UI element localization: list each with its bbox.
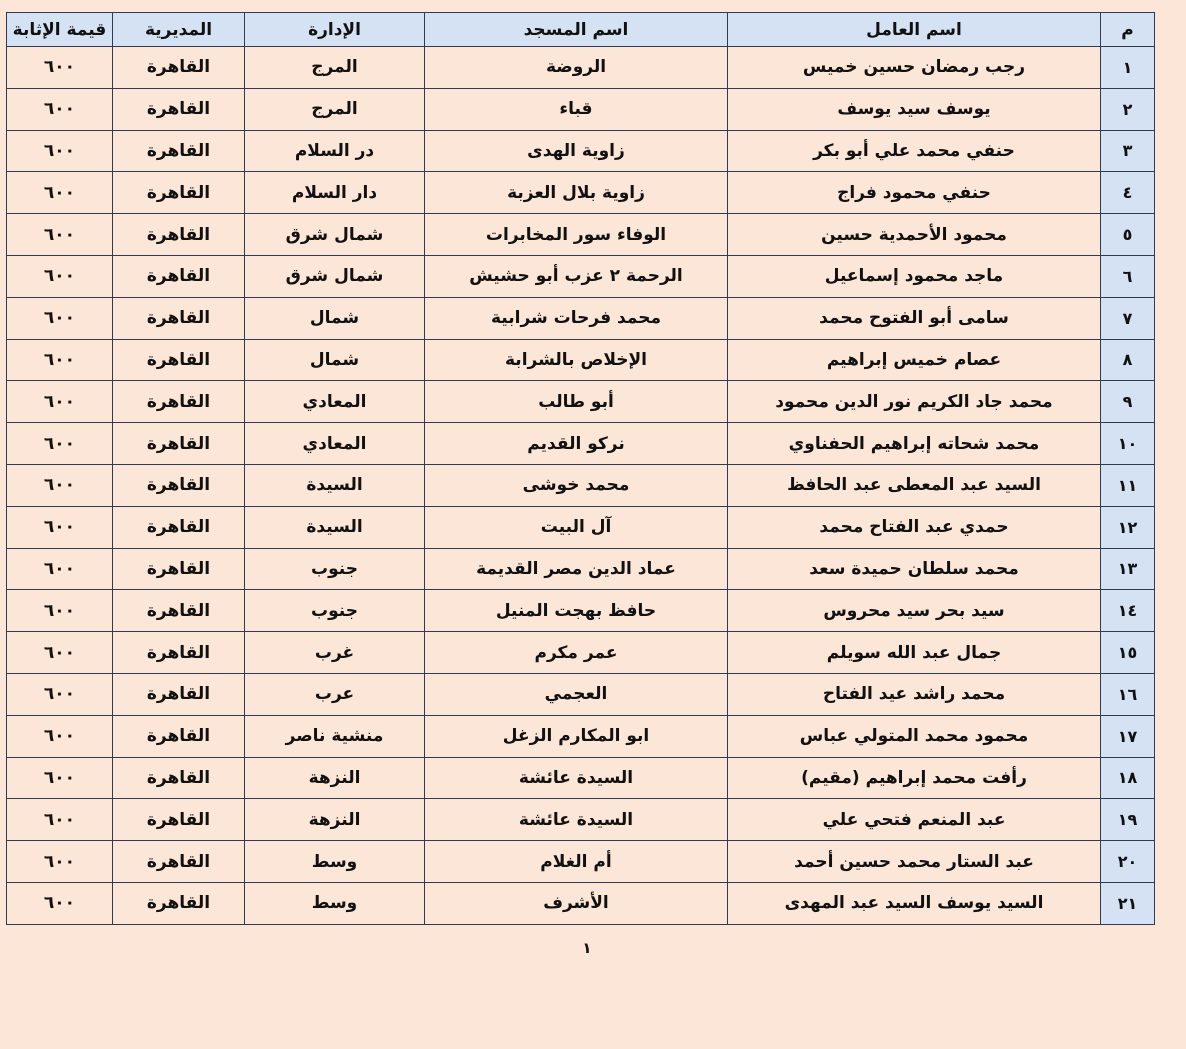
cell-mosque-name: عماد الدين مصر القديمة	[425, 548, 728, 590]
table-row	[7, 715, 1155, 757]
cell-worker-name: سيد بحر سيد محروس	[728, 590, 1101, 632]
cell-reward-value: ٦٠٠	[7, 172, 113, 214]
cell-reward-value: ٦٠٠	[7, 464, 113, 506]
header-directorate: المديرية	[113, 13, 245, 47]
cell-num: ٥	[1101, 214, 1155, 256]
table-row	[7, 590, 1155, 632]
cell-mosque-name: الوفاء سور المخابرات	[425, 214, 728, 256]
cell-mosque-name: زاوية بلال العزبة	[425, 172, 728, 214]
cell-worker-name: رجب رمضان حسين خميس	[728, 47, 1101, 89]
cell-worker-name: جمال عبد الله سويلم	[728, 632, 1101, 674]
cell-reward-value: ٦٠٠	[7, 715, 113, 757]
cell-worker-name: سامى أبو الفتوح محمد	[728, 297, 1101, 339]
cell-reward-value: ٦٠٠	[7, 297, 113, 339]
cell-reward-value: ٦٠٠	[7, 841, 113, 883]
cell-directorate: القاهرة	[113, 506, 245, 548]
cell-administration: النزهة	[245, 757, 425, 799]
cell-num: ١٠	[1101, 423, 1155, 465]
cell-num: ١٤	[1101, 590, 1155, 632]
cell-directorate: القاهرة	[113, 130, 245, 172]
cell-directorate: القاهرة	[113, 47, 245, 89]
cell-reward-value: ٦٠٠	[7, 47, 113, 89]
cell-mosque-name: الروضة	[425, 47, 728, 89]
table-row	[7, 548, 1155, 590]
cell-directorate: القاهرة	[113, 464, 245, 506]
cell-directorate: القاهرة	[113, 590, 245, 632]
cell-mosque-name: العجمي	[425, 673, 728, 715]
table-row	[7, 841, 1155, 883]
cell-num: ٣	[1101, 130, 1155, 172]
cell-administration: جنوب	[245, 590, 425, 632]
cell-administration: شمال شرق	[245, 255, 425, 297]
table-row	[7, 632, 1155, 674]
cell-num: ٩	[1101, 381, 1155, 423]
cell-reward-value: ٦٠٠	[7, 548, 113, 590]
cell-directorate: القاهرة	[113, 673, 245, 715]
cell-administration: شمال	[245, 339, 425, 381]
cell-mosque-name: أبو طالب	[425, 381, 728, 423]
page-number: ١	[582, 939, 592, 957]
cell-administration: المعادي	[245, 381, 425, 423]
cell-mosque-name: أم الغلام	[425, 841, 728, 883]
cell-worker-name: محمد شحاته إبراهيم الحفناوي	[728, 423, 1101, 465]
cell-directorate: القاهرة	[113, 172, 245, 214]
cell-mosque-name: محمد فرحات شرابية	[425, 297, 728, 339]
cell-administration: المرج	[245, 47, 425, 89]
cell-num: ٤	[1101, 172, 1155, 214]
table-row	[7, 673, 1155, 715]
table-row	[7, 255, 1155, 297]
cell-mosque-name: قباء	[425, 88, 728, 130]
cell-reward-value: ٦٠٠	[7, 214, 113, 256]
cell-directorate: القاهرة	[113, 757, 245, 799]
cell-mosque-name: الرحمة ٢ عزب أبو حشيش	[425, 255, 728, 297]
cell-worker-name: عصام خميس إبراهيم	[728, 339, 1101, 381]
table-row	[7, 88, 1155, 130]
cell-num: ١٢	[1101, 506, 1155, 548]
cell-mosque-name: الإخلاص بالشرابة	[425, 339, 728, 381]
cell-administration: عرب	[245, 673, 425, 715]
cell-administration: النزهة	[245, 799, 425, 841]
cell-num: ٢٠	[1101, 841, 1155, 883]
table-row	[7, 882, 1155, 924]
cell-worker-name: عبد الستار محمد حسين أحمد	[728, 841, 1101, 883]
cell-mosque-name: حافظ بهجت المنيل	[425, 590, 728, 632]
header-administration: الإدارة	[245, 13, 425, 47]
header-reward-value: قيمة الإثابة	[7, 13, 113, 47]
table-row	[7, 381, 1155, 423]
cell-administration: المعادي	[245, 423, 425, 465]
cell-num: ٢	[1101, 88, 1155, 130]
cell-reward-value: ٦٠٠	[7, 799, 113, 841]
cell-reward-value: ٦٠٠	[7, 757, 113, 799]
cell-worker-name: حمدي عبد الفتاح محمد	[728, 506, 1101, 548]
cell-directorate: القاهرة	[113, 715, 245, 757]
cell-directorate: القاهرة	[113, 632, 245, 674]
header-num: م	[1101, 13, 1155, 47]
cell-num: ٨	[1101, 339, 1155, 381]
table-row	[7, 757, 1155, 799]
cell-worker-name: السيد عبد المعطى عبد الحافظ	[728, 464, 1101, 506]
table-header	[7, 13, 1155, 47]
cell-reward-value: ٦٠٠	[7, 255, 113, 297]
cell-reward-value: ٦٠٠	[7, 632, 113, 674]
cell-directorate: القاهرة	[113, 882, 245, 924]
header-mosque-name: اسم المسجد	[425, 13, 728, 47]
document-page	[6, 12, 1154, 957]
table-row	[7, 799, 1155, 841]
table-row	[7, 297, 1155, 339]
cell-num: ١١	[1101, 464, 1155, 506]
cell-mosque-name: محمد خوشى	[425, 464, 728, 506]
cell-administration: منشية ناصر	[245, 715, 425, 757]
cell-num: ١	[1101, 47, 1155, 89]
cell-worker-name: السيد يوسف السيد عبد المهدى	[728, 882, 1101, 924]
cell-directorate: القاهرة	[113, 423, 245, 465]
table-row	[7, 423, 1155, 465]
cell-worker-name: محمود محمد المتولي عباس	[728, 715, 1101, 757]
cell-administration: جنوب	[245, 548, 425, 590]
cell-administration: السيدة	[245, 464, 425, 506]
cell-num: ١٧	[1101, 715, 1155, 757]
cell-directorate: القاهرة	[113, 799, 245, 841]
cell-reward-value: ٦٠٠	[7, 130, 113, 172]
cell-reward-value: ٦٠٠	[7, 339, 113, 381]
cell-reward-value: ٦٠٠	[7, 88, 113, 130]
header-worker-name: اسم العامل	[728, 13, 1101, 47]
table-row	[7, 506, 1155, 548]
table-row	[7, 464, 1155, 506]
cell-reward-value: ٦٠٠	[7, 673, 113, 715]
cell-administration: شمال	[245, 297, 425, 339]
cell-reward-value: ٦٠٠	[7, 506, 113, 548]
cell-worker-name: حنفي محمد علي أبو بكر	[728, 130, 1101, 172]
cell-mosque-name: عمر مكرم	[425, 632, 728, 674]
header-row	[7, 13, 1155, 47]
cell-reward-value: ٦٠٠	[7, 381, 113, 423]
workers-table	[6, 12, 1155, 925]
cell-administration: در السلام	[245, 130, 425, 172]
cell-administration: وسط	[245, 882, 425, 924]
cell-mosque-name: زاوية الهدى	[425, 130, 728, 172]
table-row	[7, 47, 1155, 89]
cell-num: ١٩	[1101, 799, 1155, 841]
cell-administration: غرب	[245, 632, 425, 674]
cell-num: ١٥	[1101, 632, 1155, 674]
cell-mosque-name: السيدة عائشة	[425, 799, 728, 841]
cell-directorate: القاهرة	[113, 255, 245, 297]
cell-administration: السيدة	[245, 506, 425, 548]
table-row	[7, 214, 1155, 256]
cell-num: ١٣	[1101, 548, 1155, 590]
cell-num: ١٨	[1101, 757, 1155, 799]
table-row	[7, 339, 1155, 381]
cell-num: ٧	[1101, 297, 1155, 339]
cell-administration: شمال شرق	[245, 214, 425, 256]
cell-worker-name: محمود الأحمدية حسين	[728, 214, 1101, 256]
table-row	[7, 130, 1155, 172]
cell-worker-name: ماجد محمود إسماعيل	[728, 255, 1101, 297]
cell-directorate: القاهرة	[113, 381, 245, 423]
cell-mosque-name: آل البيت	[425, 506, 728, 548]
table-row	[7, 172, 1155, 214]
table-body	[7, 47, 1155, 925]
cell-administration: وسط	[245, 841, 425, 883]
cell-administration: المرج	[245, 88, 425, 130]
cell-worker-name: رأفت محمد إبراهيم (مقيم)	[728, 757, 1101, 799]
cell-mosque-name: نركو القديم	[425, 423, 728, 465]
cell-reward-value: ٦٠٠	[7, 882, 113, 924]
cell-num: ١٦	[1101, 673, 1155, 715]
cell-directorate: القاهرة	[113, 297, 245, 339]
cell-worker-name: عبد المنعم فتحي علي	[728, 799, 1101, 841]
cell-worker-name: محمد سلطان حميدة سعد	[728, 548, 1101, 590]
cell-administration: دار السلام	[245, 172, 425, 214]
cell-worker-name: يوسف سيد يوسف	[728, 88, 1101, 130]
cell-worker-name: حنفي محمود فراج	[728, 172, 1101, 214]
cell-worker-name: محمد جاد الكريم نور الدين محمود	[728, 381, 1101, 423]
cell-num: ٦	[1101, 255, 1155, 297]
cell-reward-value: ٦٠٠	[7, 423, 113, 465]
cell-directorate: القاهرة	[113, 88, 245, 130]
cell-directorate: القاهرة	[113, 214, 245, 256]
cell-directorate: القاهرة	[113, 339, 245, 381]
cell-mosque-name: السيدة عائشة	[425, 757, 728, 799]
cell-directorate: القاهرة	[113, 841, 245, 883]
cell-num: ٢١	[1101, 882, 1155, 924]
cell-reward-value: ٦٠٠	[7, 590, 113, 632]
cell-mosque-name: ابو المكارم الزغل	[425, 715, 728, 757]
cell-directorate: القاهرة	[113, 548, 245, 590]
cell-mosque-name: الأشرف	[425, 882, 728, 924]
cell-worker-name: محمد راشد عيد الفتاح	[728, 673, 1101, 715]
